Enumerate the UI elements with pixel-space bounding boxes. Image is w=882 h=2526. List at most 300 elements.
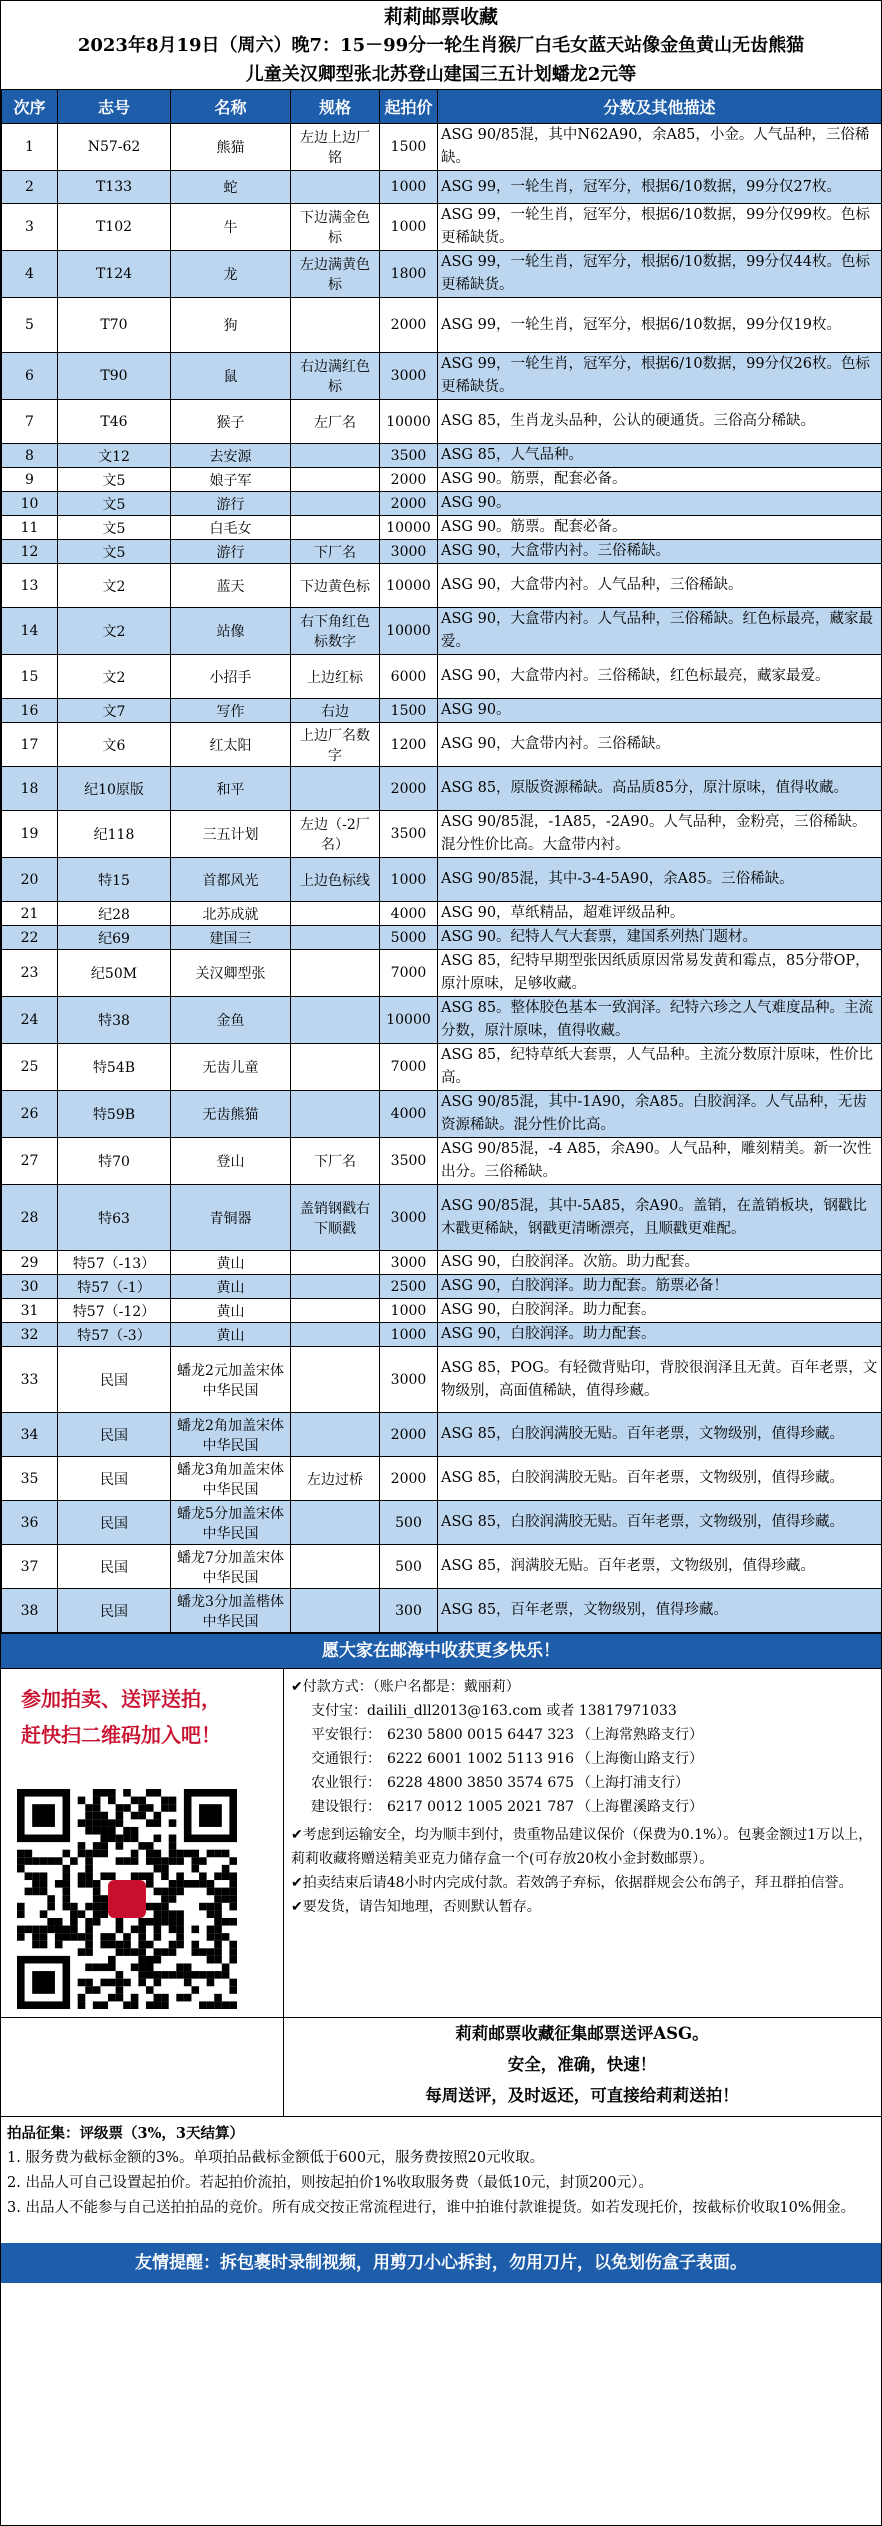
stamp-id: 特54B (58, 1044, 171, 1091)
stamp-name: 黄山 (171, 1275, 291, 1299)
lot-number: 20 (2, 858, 58, 902)
stamp-id: 文2 (58, 564, 171, 608)
stamp-spec (291, 171, 380, 204)
promo-text (1, 1669, 283, 1753)
lot-number: 28 (2, 1185, 58, 1251)
stamp-id: T46 (58, 400, 171, 444)
stamp-id: 特57（-3） (58, 1323, 171, 1347)
stamp-spec (291, 516, 380, 540)
lot-number: 27 (2, 1138, 58, 1185)
stamp-id: 文7 (58, 699, 171, 723)
stamp-spec: 右下角红色标数字 (291, 608, 380, 655)
consignment-rules (1, 2116, 881, 2243)
asg-line: 安全，准确，快速！ (507, 2055, 657, 2074)
stamp-name: 站像 (171, 608, 291, 655)
lot-number: 34 (2, 1413, 58, 1457)
stamp-spec: 盖销钢戳右下顺戳 (291, 1185, 380, 1251)
stamp-spec: 下厂名 (291, 1138, 380, 1185)
lot-number: 14 (2, 608, 58, 655)
stamp-id: 纪50M (58, 950, 171, 997)
grade-description: ASG 85。整体胶色基本一致润泽。纪特六珍之人气难度品种。主流分数，原汁原味，值得收藏。 (438, 997, 882, 1044)
lot-number: 12 (2, 540, 58, 564)
asg-line: 每周送评，及时返还，可直接给莉莉送拍！ (425, 2086, 739, 2105)
lot-number: 13 (2, 564, 58, 608)
table-row (2, 811, 882, 858)
grade-description: ASG 90。纪特人气大套票，建国系列热门题材。 (438, 926, 882, 950)
start-price: 1800 (380, 251, 438, 298)
start-price: 2000 (380, 468, 438, 492)
lot-number: 21 (2, 902, 58, 926)
rule-item: 2. 出品人可自己设置起拍价。若起拍价流拍，则按起拍价1%收取服务费（最低10元，封顶200元）。 (7, 2175, 653, 2191)
stamp-spec (291, 1323, 380, 1347)
grade-description: ASG 90。筋票，配套必备。 (438, 468, 882, 492)
start-price: 2000 (380, 492, 438, 516)
stamp-id: 文12 (58, 444, 171, 468)
table-row (2, 400, 882, 444)
stamp-name: 猴子 (171, 400, 291, 444)
bank-name: 建设银行： (311, 1799, 381, 1815)
bank-account-row (311, 1771, 876, 1795)
stamp-id: 民国 (58, 1347, 171, 1413)
start-price: 10000 (380, 516, 438, 540)
grade-description: ASG 99，一轮生肖，冠军分，根据6/10数据，99分仅27枚。 (438, 171, 882, 204)
stamp-id: 纪69 (58, 926, 171, 950)
lot-number: 37 (2, 1545, 58, 1589)
start-price: 1000 (380, 1323, 438, 1347)
lot-number: 22 (2, 926, 58, 950)
column-header: 起拍价 (380, 90, 438, 124)
bank-branch: （上海瞿溪路支行） (577, 1799, 703, 1815)
grade-description: ASG 90。筋票。配套必备。 (438, 516, 882, 540)
grade-description: ASG 99，一轮生肖，冠军分，根据6/10数据，99分仅26枚。色标更稀缺货。 (438, 353, 882, 400)
stamp-id: 特38 (58, 997, 171, 1044)
lot-number: 38 (2, 1589, 58, 1633)
bank-accounts (291, 1723, 876, 1819)
grade-description: ASG 85，POG。有轻微背贴印，背胶很润泽且无黄。百年老票，文物级别，高面值稀缺，值得珍藏。 (438, 1347, 882, 1413)
stamp-spec: 下边满金色标 (291, 204, 380, 251)
table-row (2, 926, 882, 950)
grade-description: ASG 90。 (438, 699, 882, 723)
grade-description: ASG 90/85混，其中-3-4-5A90，余A85。三俗稀缺。 (438, 858, 882, 902)
lot-number: 29 (2, 1251, 58, 1275)
stamp-name: 蟠龙3分加盖楷体中华民国 (171, 1589, 291, 1633)
lot-number: 19 (2, 811, 58, 858)
qr-code-icon[interactable] (17, 1789, 237, 2009)
start-price: 3000 (380, 540, 438, 564)
payment-section (1, 1669, 881, 2018)
stamp-name: 狗 (171, 298, 291, 353)
lot-number: 25 (2, 1044, 58, 1091)
grade-description: ASG 90，大盒带内衬。三俗稀缺，红色标最亮，藏家最爱。 (438, 655, 882, 699)
stamp-id: 纪118 (58, 811, 171, 858)
column-header: 规格 (291, 90, 380, 124)
start-price: 3500 (380, 1138, 438, 1185)
stamp-id: 文5 (58, 540, 171, 564)
start-price: 2000 (380, 298, 438, 353)
stamp-spec (291, 1545, 380, 1589)
lot-number: 15 (2, 655, 58, 699)
start-price: 4000 (380, 1091, 438, 1138)
grade-description: ASG 85，润满胶无贴。百年老票，文物级别，值得珍藏。 (438, 1545, 882, 1589)
table-row (2, 902, 882, 926)
rule-item: 1. 服务费为截标金额的3%。单项拍品截标金额低于600元，服务费按照20元收取。 (7, 2150, 545, 2166)
asg-left-blank (1, 2018, 284, 2116)
stamp-name: 北苏成就 (171, 902, 291, 926)
lot-number: 31 (2, 1299, 58, 1323)
stamp-spec (291, 468, 380, 492)
start-price: 10000 (380, 564, 438, 608)
stamp-id: T102 (58, 204, 171, 251)
grade-description: ASG 90，大盒带内衬。三俗稀缺。 (438, 723, 882, 767)
table-row (2, 124, 882, 171)
bank-name: 交通银行： (311, 1751, 381, 1767)
start-price: 3500 (380, 811, 438, 858)
stamp-name: 牛 (171, 204, 291, 251)
stamp-id: 民国 (58, 1457, 171, 1501)
lot-table (1, 89, 882, 1633)
table-row (2, 1589, 882, 1633)
start-price: 10000 (380, 400, 438, 444)
stamp-id: 特59B (58, 1091, 171, 1138)
start-price: 10000 (380, 608, 438, 655)
table-row (2, 540, 882, 564)
table-row (2, 699, 882, 723)
start-price: 500 (380, 1501, 438, 1545)
grade-description: ASG 99，一轮生肖，冠军分，根据6/10数据，99分仅44枚。色标更稀缺货。 (438, 251, 882, 298)
stamp-spec (291, 298, 380, 353)
start-price: 7000 (380, 1044, 438, 1091)
table-row (2, 171, 882, 204)
lot-number: 32 (2, 1323, 58, 1347)
start-price: 2000 (380, 767, 438, 811)
stamp-name: 建国三 (171, 926, 291, 950)
stamp-id: 文2 (58, 608, 171, 655)
lot-number: 5 (2, 298, 58, 353)
start-price: 500 (380, 1545, 438, 1589)
stamp-spec (291, 1589, 380, 1633)
grade-description: ASG 90。 (438, 492, 882, 516)
table-row (2, 516, 882, 540)
table-row (2, 1413, 882, 1457)
grade-description: ASG 90，白胶润泽。次筋。助力配套。 (438, 1251, 882, 1275)
table-row (2, 1091, 882, 1138)
column-header: 志号 (58, 90, 171, 124)
stamp-id: 特63 (58, 1185, 171, 1251)
payment-notes (291, 1823, 876, 1919)
grade-description: ASG 85，生肖龙头品种，公认的硬通货。三俗高分稀缺。 (438, 400, 882, 444)
stamp-name: 无齿儿童 (171, 1044, 291, 1091)
table-row (2, 204, 882, 251)
start-price: 1000 (380, 204, 438, 251)
lot-number: 6 (2, 353, 58, 400)
table-row (2, 767, 882, 811)
stamp-name: 去安源 (171, 444, 291, 468)
stamp-spec (291, 767, 380, 811)
promo-line: 赶快扫二维码加入吧！ (21, 1723, 221, 1747)
grade-description: ASG 99，一轮生肖，冠军分，根据6/10数据，99分仅99枚。色标更稀缺货。 (438, 204, 882, 251)
stamp-spec: 右边满红色标 (291, 353, 380, 400)
stamp-spec (291, 1091, 380, 1138)
table-row (2, 1299, 882, 1323)
lot-number: 36 (2, 1501, 58, 1545)
account-number: 6230 5800 0015 6447 323 (387, 1727, 575, 1743)
lot-number: 9 (2, 468, 58, 492)
table-row (2, 444, 882, 468)
lot-number: 1 (2, 124, 58, 171)
stamp-name: 白毛女 (171, 516, 291, 540)
stamp-name: 登山 (171, 1138, 291, 1185)
stamp-spec: 上边红标 (291, 655, 380, 699)
alipay-label: 支付宝： (311, 1703, 367, 1719)
bank-name: 平安银行： (311, 1727, 381, 1743)
stamp-spec (291, 1044, 380, 1091)
stamp-spec (291, 950, 380, 997)
stamp-name: 红太阳 (171, 723, 291, 767)
column-header: 次序 (2, 90, 58, 124)
stamp-name: 游行 (171, 492, 291, 516)
lot-number: 26 (2, 1091, 58, 1138)
stamp-name: 金鱼 (171, 997, 291, 1044)
stamp-spec: 下边黄色标 (291, 564, 380, 608)
table-row (2, 1545, 882, 1589)
start-price: 1000 (380, 1299, 438, 1323)
start-price: 1500 (380, 124, 438, 171)
table-row (2, 1347, 882, 1413)
start-price: 300 (380, 1589, 438, 1633)
stamp-id: 文5 (58, 468, 171, 492)
stamp-spec: 上边色标线 (291, 858, 380, 902)
table-row (2, 251, 882, 298)
stamp-name: 蟠龙2角加盖宋体中华民国 (171, 1413, 291, 1457)
stamp-spec: 左边上边厂铭 (291, 124, 380, 171)
lot-number: 33 (2, 1347, 58, 1413)
stamp-name: 首都风光 (171, 858, 291, 902)
table-row (2, 997, 882, 1044)
column-header: 名称 (171, 90, 291, 124)
bank-account-row (311, 1723, 876, 1747)
table-row (2, 1185, 882, 1251)
grade-description: ASG 90/85混，其中-5A85，余A90。盖销，在盖销板块，钢戳比木戳更稀缺，钢戳更清晰漂亮，且顺戳更难配。 (438, 1185, 882, 1251)
start-price: 5000 (380, 926, 438, 950)
lot-number: 11 (2, 516, 58, 540)
stamp-spec (291, 997, 380, 1044)
bank-account-row (311, 1747, 876, 1771)
stamp-name: 熊猫 (171, 124, 291, 171)
table-row (2, 1275, 882, 1299)
grade-description: ASG 85，白胶润满胶无贴。百年老票，文物级别，值得珍藏。 (438, 1413, 882, 1457)
lot-number: 18 (2, 767, 58, 811)
bank-branch: （上海衡山路支行） (577, 1751, 703, 1767)
grade-description: ASG 90，大盒带内衬。三俗稀缺。 (438, 540, 882, 564)
stamp-spec: 左边过桥 (291, 1457, 380, 1501)
auction-date-line: 2023年8月19日（周六）晚7：15－99分一轮生肖猴厂白毛女蓝天站像金鱼黄山无齿熊猫 (77, 35, 805, 56)
table-row (2, 1457, 882, 1501)
stamp-id: 特57（-13） (58, 1251, 171, 1275)
stamp-id: 纪28 (58, 902, 171, 926)
stamp-id: 文5 (58, 516, 171, 540)
grade-description: ASG 85，纪特早期型张因纸质原因常易发黄和霉点，85分带OP，原汁原味，足够收藏。 (438, 950, 882, 997)
bank-branch: （上海常熟路支行） (577, 1727, 703, 1743)
stamp-name: 娘子军 (171, 468, 291, 492)
start-price: 6000 (380, 655, 438, 699)
stamp-id: 民国 (58, 1545, 171, 1589)
stamp-id: T124 (58, 251, 171, 298)
table-row (2, 655, 882, 699)
column-header: 分数及其他描述 (438, 90, 882, 124)
stamp-name: 和平 (171, 767, 291, 811)
stamp-name: 蓝天 (171, 564, 291, 608)
grade-description: ASG 85，人气品种。 (438, 444, 882, 468)
stamp-id: 特15 (58, 858, 171, 902)
start-price: 1000 (380, 171, 438, 204)
table-row (2, 858, 882, 902)
grade-description: ASG 85，百年老票，文物级别，值得珍藏。 (438, 1589, 882, 1633)
start-price: 10000 (380, 997, 438, 1044)
stamp-id: 文5 (58, 492, 171, 516)
stamp-spec (291, 926, 380, 950)
stamp-spec: 下厂名 (291, 540, 380, 564)
stamp-id: 民国 (58, 1501, 171, 1545)
stamp-name: 蟠龙7分加盖宋体中华民国 (171, 1545, 291, 1589)
lot-number: 7 (2, 400, 58, 444)
promo-line: 参加拍卖、送评送拍， (21, 1687, 221, 1711)
asg-line: 莉莉邮票收藏征集邮票送评ASG。 (455, 2024, 709, 2043)
grade-description: ASG 85，原版资源稀缺。高品质85分，原汁原味，值得收藏。 (438, 767, 882, 811)
lot-table-body (2, 124, 882, 1633)
grade-description: ASG 85，纪特草纸大套票，人气品种。主流分数原汁原味，性价比高。 (438, 1044, 882, 1091)
grade-description: ASG 90/85混，-1A85，-2A90。人气品种，金粉亮，三俗稀缺。混分性价比高。大盒带内衬。 (438, 811, 882, 858)
table-row (2, 723, 882, 767)
grade-description: ASG 99，一轮生肖，冠军分，根据6/10数据，99分仅19枚。 (438, 298, 882, 353)
bank-branch: （上海打浦支行） (577, 1775, 689, 1791)
stamp-name: 黄山 (171, 1323, 291, 1347)
grade-description: ASG 90/85混，-4 A85，余A90。人气品种，雕刻精美。新一次性出分。三俗稀缺。 (438, 1138, 882, 1185)
shipping-note: ✔考虑到运输安全，均为顺丰到付，贵重物品建议保价（保费为0.1%）。包裹金额过1万以上，莉莉收藏将赠送精美亚克力储存盒一个(可存放20枚小金封数邮票）。 (291, 1827, 873, 1867)
stamp-spec (291, 1413, 380, 1457)
stamp-spec (291, 902, 380, 926)
stamp-spec (291, 1251, 380, 1275)
table-row (2, 1138, 882, 1185)
lot-number: 30 (2, 1275, 58, 1299)
lot-number: 8 (2, 444, 58, 468)
table-row (2, 564, 882, 608)
stamp-name: 三五计划 (171, 811, 291, 858)
wish-banner: 愿大家在邮海中收获更多快乐！ (1, 1633, 881, 1669)
payment-deadline-note: ✔拍卖结束后请48小时内完成付款。若效鸽子弃标，依据群规会公布鸽子，拜丑群拍信誉。 (291, 1875, 853, 1891)
rules-title: 拍品征集：评级票（3%，3天结算） (7, 2125, 244, 2142)
start-price: 3000 (380, 1185, 438, 1251)
grade-description: ASG 90，大盒带内衬。人气品种，三俗稀缺。 (438, 564, 882, 608)
stamp-id: T133 (58, 171, 171, 204)
bank-account-row (311, 1795, 876, 1819)
stamp-name: 黄山 (171, 1299, 291, 1323)
stamp-id: 纪10原版 (58, 767, 171, 811)
asg-text (283, 2018, 881, 2111)
delivery-note: ✔要发货，请告知地理，否则默认暂存。 (291, 1899, 541, 1915)
grade-description: ASG 90，白胶润泽。助力配套。 (438, 1299, 882, 1323)
lot-number: 4 (2, 251, 58, 298)
start-price: 1000 (380, 858, 438, 902)
stamp-spec: 上边厂名数字 (291, 723, 380, 767)
start-price: 2500 (380, 1275, 438, 1299)
table-row (2, 1251, 882, 1275)
lot-number: 24 (2, 997, 58, 1044)
friendly-tip-banner: 友情提醒：拆包裹时录制视频，用剪刀小心拆封，勿用刀片，以免划伤盒子表面。 (1, 2243, 881, 2283)
stamp-name: 写作 (171, 699, 291, 723)
start-price: 3000 (380, 353, 438, 400)
table-row (2, 298, 882, 353)
stamp-name: 蟠龙2元加盖宋体中华民国 (171, 1347, 291, 1413)
lot-number: 10 (2, 492, 58, 516)
lot-number: 17 (2, 723, 58, 767)
grade-description: ASG 85，白胶润满胶无贴。百年老票，文物级别，值得珍藏。 (438, 1457, 882, 1501)
promo-panel (1, 1669, 284, 2017)
stamp-id: 特57（-12） (58, 1299, 171, 1323)
stamp-id: T90 (58, 353, 171, 400)
start-price: 3000 (380, 1251, 438, 1275)
stamp-id: 特70 (58, 1138, 171, 1185)
stamp-id: 文2 (58, 655, 171, 699)
stamp-name: 黄山 (171, 1251, 291, 1275)
page-title: 莉莉邮票收藏 (383, 6, 498, 28)
payment-info (291, 1675, 876, 1919)
grade-description: ASG 90，大盒带内衬。人气品种，三俗稀缺。红色标最亮，藏家最爱。 (438, 608, 882, 655)
start-price: 7000 (380, 950, 438, 997)
stamp-name: 无齿熊猫 (171, 1091, 291, 1138)
stamp-name: 青铜器 (171, 1185, 291, 1251)
stamp-name: 蟠龙3角加盖宋体中华民国 (171, 1457, 291, 1501)
grade-description: ASG 90/85混，其中-1A90，余A85。白胶润泽。人气品种，无齿资源稀缺。混分性价比高。 (438, 1091, 882, 1138)
asg-section (1, 2018, 881, 2116)
stamp-id: 特57（-1） (58, 1275, 171, 1299)
stamp-name: 蛇 (171, 171, 291, 204)
stamp-name: 龙 (171, 251, 291, 298)
start-price: 1200 (380, 723, 438, 767)
stamp-id: N57-62 (58, 124, 171, 171)
bank-name: 农业银行： (311, 1775, 381, 1791)
stamp-name: 鼠 (171, 353, 291, 400)
stamp-spec (291, 1347, 380, 1413)
account-number: 6228 4800 3850 3574 675 (387, 1775, 575, 1791)
start-price: 3500 (380, 444, 438, 468)
stamp-spec: 左边满黄色标 (291, 251, 380, 298)
account-number: 6217 0012 1005 2021 787 (387, 1799, 575, 1815)
table-row (2, 353, 882, 400)
start-price: 4000 (380, 902, 438, 926)
stamp-spec (291, 1299, 380, 1323)
start-price: 1500 (380, 699, 438, 723)
qr-logo-icon (108, 1880, 146, 1918)
stamp-name: 关汉卿型张 (171, 950, 291, 997)
auction-items-line: 儿童关汉卿型张北苏登山建国三五计划蟠龙2元等 (245, 64, 637, 85)
grade-description: ASG 85，白胶润满胶无贴。百年老票，文物级别，值得珍藏。 (438, 1501, 882, 1545)
stamp-spec: 左厂名 (291, 400, 380, 444)
alipay-row (291, 1699, 876, 1723)
lot-number: 2 (2, 171, 58, 204)
start-price: 3000 (380, 1347, 438, 1413)
rule-item: 3. 出品人不能参与自己送拍拍品的竞价。所有成交按正常流程进行，谁中拍谁付款谁提货。如若发现托价，按截标价收取10%佣金。 (7, 2200, 856, 2216)
grade-description: ASG 90，白胶润泽。助力配套。 (438, 1323, 882, 1347)
grade-description: ASG 90，白胶润泽。助力配套。筋票必备！ (438, 1275, 882, 1299)
stamp-name: 小招手 (171, 655, 291, 699)
table-row (2, 950, 882, 997)
start-price: 2000 (380, 1413, 438, 1457)
stamp-spec (291, 1275, 380, 1299)
table-row (2, 1323, 882, 1347)
payment-title: ✔付款方式：（账户名都是：戴丽莉） (291, 1679, 520, 1695)
table-header-row (2, 90, 882, 124)
table-row (2, 492, 882, 516)
